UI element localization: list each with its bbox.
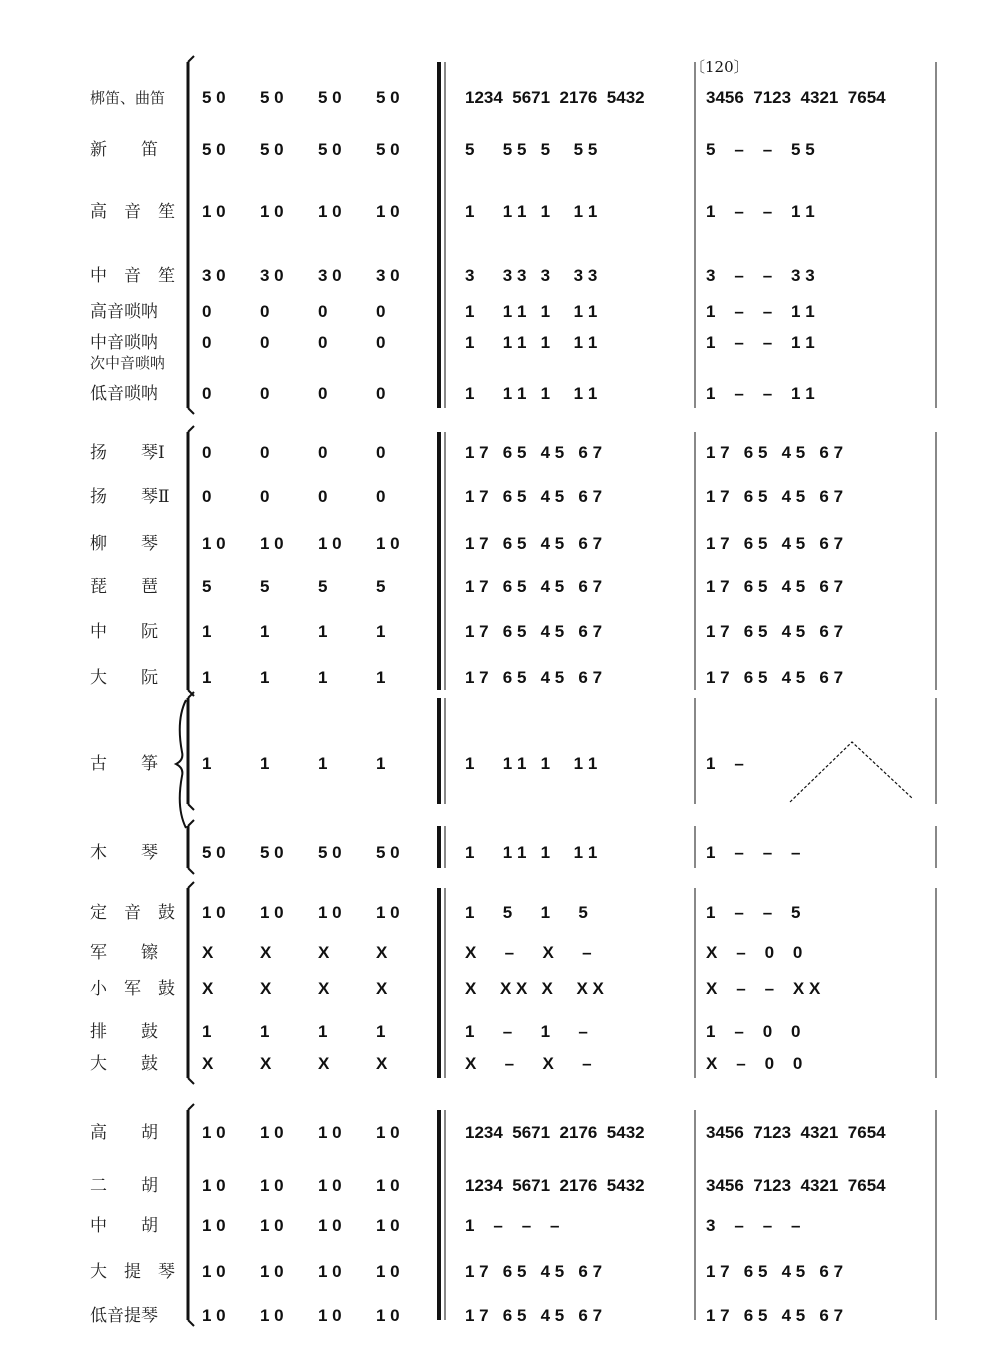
pre-note: 1 0 (202, 1176, 226, 1195)
pre-note: 5 0 (202, 843, 226, 862)
pre-note: 1 (202, 622, 212, 641)
pre-note: 1 0 (376, 1216, 400, 1235)
pre-note: X (260, 1054, 272, 1073)
pre-note: 5 0 (202, 88, 226, 107)
pre-note: 0 (376, 302, 386, 321)
pre-note: 1 0 (260, 202, 284, 221)
measure-2-notes: 1 7 6 5 4 5 6 7 (706, 622, 844, 641)
pre-note: 1 0 (202, 534, 226, 553)
pre-note: 3 0 (318, 266, 342, 285)
pre-note: 1 0 (260, 1176, 284, 1195)
measure-2-notes: X – – X X (706, 979, 821, 998)
measure-2-notes: 3456 7123 4321 7654 (706, 88, 886, 107)
pre-note: 1 (202, 754, 212, 773)
pre-note: 5 0 (318, 843, 342, 862)
measure-1-notes: 1 7 6 5 4 5 6 7 (465, 443, 603, 462)
instrument-label: 扬 琴Ⅱ (90, 487, 170, 507)
measure-1-notes: 1 7 6 5 4 5 6 7 (465, 668, 603, 687)
measure-1-notes: 1 5 1 5 (465, 903, 588, 922)
instrument-label: 小 军 鼓 (90, 979, 175, 999)
pre-note: 0 (376, 333, 386, 352)
bracket-hook (188, 1104, 194, 1110)
pre-note: X (260, 943, 272, 962)
instrument-label: 扬 琴Ⅰ (90, 443, 165, 463)
pre-note: 0 (202, 443, 212, 462)
pre-note: 1 (376, 1022, 386, 1041)
measure-2-notes: 1 7 6 5 4 5 6 7 (706, 577, 844, 596)
bracket-hook (188, 882, 194, 888)
pre-note: X (202, 943, 214, 962)
pre-note: 1 0 (260, 1262, 284, 1281)
pre-note: 1 (260, 1022, 270, 1041)
measure-2-notes: 3456 7123 4321 7654 (706, 1176, 886, 1195)
measure-1-notes: 1234 5671 2176 5432 (465, 88, 645, 107)
notation (202, 88, 912, 1325)
measure-2-notes: 1 7 6 5 4 5 6 7 (706, 534, 844, 553)
pre-note: 1 (376, 622, 386, 641)
pre-note: X (376, 943, 388, 962)
guzheng-brace (176, 700, 186, 828)
measure-2-notes: 3 – – 3 3 (706, 266, 815, 285)
pre-note: X (260, 979, 272, 998)
pre-note: 1 0 (202, 903, 226, 922)
pre-note: X (318, 1054, 330, 1073)
pre-note: 5 0 (260, 88, 284, 107)
pre-note: 5 0 (202, 140, 226, 159)
measure-2-notes: X – 0 0 (706, 1054, 803, 1073)
pre-note: 0 (202, 333, 212, 352)
bracket-hook (188, 56, 194, 62)
measure-1-notes: 1 1 1 1 1 1 (465, 302, 598, 321)
instrument-label: 柳 琴 (90, 534, 158, 554)
measure-1-notes: 1 1 1 1 1 1 (465, 843, 598, 862)
pre-note: 5 (260, 577, 270, 596)
measure-1-notes: 1234 5671 2176 5432 (465, 1123, 645, 1142)
pre-note: 5 0 (376, 140, 400, 159)
bracket-hook (188, 426, 194, 432)
pre-note: 1 (318, 668, 328, 687)
pre-note: 0 (260, 384, 270, 403)
measure-1-notes: X – X – (465, 1054, 592, 1073)
pre-note: 5 0 (260, 140, 284, 159)
pre-note: 1 0 (202, 1262, 226, 1281)
instrument-label: 高音唢呐 (90, 302, 158, 322)
measure-2-notes: 1 7 6 5 4 5 6 7 (706, 668, 844, 687)
bracket-hook (188, 820, 194, 826)
measure-2-notes: 1 – – – (706, 843, 801, 862)
pre-note: 5 (376, 577, 386, 596)
pre-note: 1 0 (202, 1306, 226, 1325)
measure-2-notes: 5 – – 5 5 (706, 140, 815, 159)
measure-1-notes: 1 7 6 5 4 5 6 7 (465, 487, 603, 506)
measure-1-notes: 1 – 1 – (465, 1022, 588, 1041)
pre-note: 1 0 (318, 1176, 342, 1195)
instrument-label: 二 胡 (90, 1176, 158, 1196)
pre-note: 1 0 (376, 1176, 400, 1195)
pre-note: 3 0 (202, 266, 226, 285)
measure-2-notes: 1 – 0 0 (706, 1022, 801, 1041)
instrument-label: 定 音 鼓 (90, 903, 175, 923)
instrument-label: 大 鼓 (90, 1054, 158, 1074)
pre-note: 5 (202, 577, 212, 596)
pre-note: 1 0 (376, 1306, 400, 1325)
measure-2-notes: 1 – – 1 1 (706, 333, 815, 352)
measure-2-notes: 1 7 6 5 4 5 6 7 (706, 487, 844, 506)
measure-2-notes: 1 – – 1 1 (706, 302, 815, 321)
pre-note: 1 0 (260, 1123, 284, 1142)
instrument-label: 低音唢呐 (90, 384, 158, 404)
pre-note: 0 (318, 302, 328, 321)
pre-note: 0 (260, 302, 270, 321)
instrument-label: 中音唢呐 (90, 333, 158, 353)
pre-note: 1 0 (318, 1216, 342, 1235)
measure-2-notes: 1 – – 5 (706, 903, 801, 922)
pre-note: 5 0 (318, 88, 342, 107)
pre-note: 1 0 (260, 1216, 284, 1235)
measure-1-notes: 1 – – – (465, 1216, 560, 1235)
pre-note: 1 0 (376, 1262, 400, 1281)
bracket-hook (188, 868, 194, 874)
instrument-label: 低音提琴 (90, 1306, 158, 1326)
pre-note: 5 0 (376, 843, 400, 862)
measure-1-notes: 3 3 3 3 3 3 (465, 266, 598, 285)
pre-note: 0 (202, 384, 212, 403)
instrument-label: 高 胡 (90, 1123, 158, 1143)
pre-note: 5 (318, 577, 328, 596)
measure-1-notes: 5 5 5 5 5 5 (465, 140, 598, 159)
pre-note: 1 (260, 668, 270, 687)
system-brackets (176, 56, 194, 1326)
pre-note: 1 (376, 668, 386, 687)
pre-note: X (202, 1054, 214, 1073)
measure-2-notes: X – 0 0 (706, 943, 803, 962)
measure-1-notes: 1 1 1 1 1 1 (465, 384, 598, 403)
instrument-labels (90, 89, 175, 1326)
pre-note: X (202, 979, 214, 998)
instrument-label: 新 笛 (90, 140, 158, 160)
measure-1-notes: X X X X X X (465, 979, 604, 998)
measure-2-notes: 3456 7123 4321 7654 (706, 1123, 886, 1142)
pre-note: 0 (376, 487, 386, 506)
instrument-label: 古 筝 (90, 754, 158, 774)
pre-note: 0 (318, 333, 328, 352)
pre-note: X (318, 979, 330, 998)
rehearsal-mark: 〔120〕 (690, 58, 749, 76)
pre-note: 1 (260, 754, 270, 773)
measure-1-notes: 1 7 6 5 4 5 6 7 (465, 1306, 603, 1325)
instrument-label: 军 镲 (90, 943, 158, 963)
pre-note: 0 (260, 487, 270, 506)
pre-note: 0 (202, 302, 212, 321)
pre-note: X (376, 979, 388, 998)
pre-note: 1 0 (318, 202, 342, 221)
measure-1-notes: 1 7 6 5 4 5 6 7 (465, 622, 603, 641)
instrument-label: 木 琴 (90, 843, 158, 863)
pre-note: 0 (318, 443, 328, 462)
measure-1-notes: 1 1 1 1 1 1 (465, 202, 598, 221)
pre-note: 1 (318, 754, 328, 773)
pre-note: 1 0 (318, 534, 342, 553)
instrument-label: 次中音唢呐 (90, 354, 166, 372)
pre-note: 1 0 (202, 1123, 226, 1142)
measure-1-notes: 1 7 6 5 4 5 6 7 (465, 1262, 603, 1281)
measure-2-notes: 1 7 6 5 4 5 6 7 (706, 443, 844, 462)
measure-2-notes: 1 7 6 5 4 5 6 7 (706, 1306, 844, 1325)
measure-1-notes: 1 7 6 5 4 5 6 7 (465, 534, 603, 553)
instrument-label: 大 阮 (90, 668, 158, 688)
bracket-hook (188, 1078, 194, 1084)
pre-note: 1 0 (376, 1123, 400, 1142)
pre-note: 1 (376, 754, 386, 773)
pre-note: 1 0 (202, 202, 226, 221)
pre-note: 1 0 (318, 1123, 342, 1142)
pre-note: 0 (318, 487, 328, 506)
pre-note: 0 (260, 333, 270, 352)
pre-note: 1 (260, 622, 270, 641)
instrument-label: 大 提 琴 (90, 1262, 175, 1282)
pre-note: 0 (202, 487, 212, 506)
bracket-hook (188, 408, 194, 414)
pre-note: 3 0 (376, 266, 400, 285)
pre-note: 1 0 (318, 1262, 342, 1281)
pre-note: 5 0 (260, 843, 284, 862)
pre-note: 0 (376, 384, 386, 403)
pre-note: 1 (318, 1022, 328, 1041)
instrument-label: 中 胡 (90, 1216, 158, 1236)
instrument-label: 梆笛、曲笛 (90, 89, 166, 107)
glissando-line (790, 742, 912, 802)
instrument-label: 高 音 笙 (90, 202, 175, 222)
pre-note: 1 0 (376, 903, 400, 922)
pre-note: 1 (318, 622, 328, 641)
pre-note: 1 0 (202, 1216, 226, 1235)
pre-note: 1 (202, 668, 212, 687)
pre-note: 3 0 (260, 266, 284, 285)
pre-note: 1 (202, 1022, 212, 1041)
pre-note: 1 0 (260, 534, 284, 553)
pre-note: 5 0 (318, 140, 342, 159)
pre-note: X (376, 1054, 388, 1073)
pre-note: 1 0 (318, 903, 342, 922)
measure-2-notes: 1 – – 1 1 (706, 384, 815, 403)
pre-note: 1 0 (376, 534, 400, 553)
pre-note: 5 0 (376, 88, 400, 107)
measure-1-notes: 1 1 1 1 1 1 (465, 333, 598, 352)
measure-1-notes: 1234 5671 2176 5432 (465, 1176, 645, 1195)
instrument-label: 中 阮 (90, 622, 158, 642)
measure-2-notes: 1 – (706, 754, 744, 773)
instrument-label: 排 鼓 (90, 1022, 158, 1042)
measure-1-notes: X – X – (465, 943, 592, 962)
measure-2-notes: 3 – – – (706, 1216, 801, 1235)
pre-note: 0 (260, 443, 270, 462)
measure-1-notes: 1 7 6 5 4 5 6 7 (465, 577, 603, 596)
pre-note: 0 (376, 443, 386, 462)
instrument-label: 琵 琶 (90, 577, 158, 597)
measure-2-notes: 1 – – 1 1 (706, 202, 815, 221)
pre-note: 1 0 (376, 202, 400, 221)
pre-note: 1 0 (260, 903, 284, 922)
pre-note: X (318, 943, 330, 962)
measure-2-notes: 1 7 6 5 4 5 6 7 (706, 1262, 844, 1281)
bracket-hook (188, 1320, 194, 1326)
instrument-label: 中 音 笙 (90, 266, 175, 286)
measure-1-notes: 1 1 1 1 1 1 (465, 754, 598, 773)
pre-note: 1 0 (260, 1306, 284, 1325)
bracket-hook (188, 804, 194, 810)
pre-note: 1 0 (318, 1306, 342, 1325)
pre-note: 0 (318, 384, 328, 403)
